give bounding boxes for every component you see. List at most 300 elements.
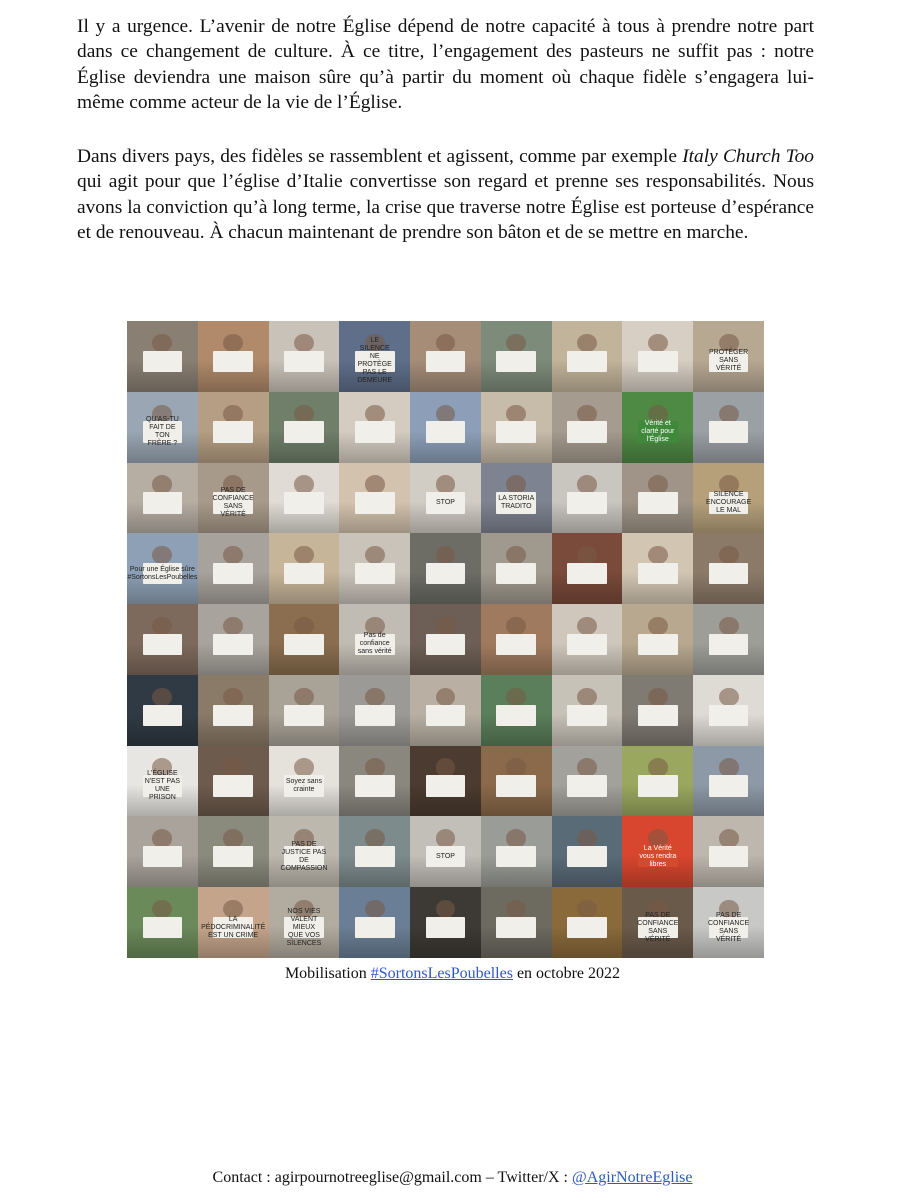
mosaic-photo [410,392,481,463]
sign-text [444,643,446,645]
person-silhouette [648,546,668,564]
person-silhouette [577,688,597,706]
mosaic-photo [269,392,340,463]
mosaic-photo [339,321,410,392]
sign-text [232,643,234,645]
sign-text [728,431,730,433]
sign-text [303,360,305,362]
person-silhouette [436,617,456,635]
person-silhouette [719,829,739,847]
protest-sign [638,634,678,655]
sign-text [728,785,730,787]
caption-prefix: Mobilisation [284,965,371,982]
person-silhouette [506,688,526,706]
mosaic-photo [622,392,693,463]
protest-sign [638,705,678,726]
sign-text [515,856,517,858]
sign-text [444,431,446,433]
contact-footer [0,1168,905,1188]
protest-sign [567,705,607,726]
protest-sign [426,775,466,796]
protest-sign [709,705,749,726]
person-silhouette [436,900,456,918]
mosaic-photo [481,816,552,887]
mosaic-photo [552,604,623,675]
sign-text [444,785,446,787]
person-silhouette [436,546,456,564]
sign-text [515,431,517,433]
sign-text: La Vérité vous rendra libres [639,844,677,868]
protest-sign [143,351,183,372]
mosaic-photo [552,887,623,958]
sign-text [586,927,588,929]
protest-sign [567,634,607,655]
protest-sign [213,775,253,796]
sign-text [657,785,659,787]
protest-sign [284,421,324,442]
person-silhouette [152,688,172,706]
sign-text [161,856,163,858]
mosaic-photo [622,816,693,887]
protest-sign [426,563,466,584]
sign-text [303,643,305,645]
protest-sign [355,492,395,513]
sign-text [657,643,659,645]
sign-text [374,714,376,716]
sign-text [586,643,588,645]
sign-text [728,714,730,716]
protest-sign [426,705,466,726]
protest-sign [212,486,254,518]
protest-sign [143,634,183,655]
sign-text: STOP [436,498,455,506]
protest-sign [567,351,607,372]
protest-sign [284,563,324,584]
mosaic-photo [127,816,198,887]
protest-sign [213,421,253,442]
sign-text [232,431,234,433]
mosaic-photo [481,604,552,675]
mosaic-photo [269,533,340,604]
person-silhouette [294,475,314,493]
sign-text [161,502,163,504]
mosaic-photo [693,321,764,392]
mosaic-photo [339,675,410,746]
person-silhouette [294,758,314,776]
protest-sign [496,634,536,655]
person-silhouette [648,758,668,776]
protest-sign [355,705,395,726]
person-silhouette [506,617,526,635]
person-silhouette [719,617,739,635]
sign-text [586,502,588,504]
person-silhouette [436,405,456,423]
person-silhouette [152,475,172,493]
mosaic-photo [269,887,340,958]
protest-sign [426,846,466,867]
sign-text: Vérité et clarté pour l'Église [641,420,675,444]
sign-text [728,856,730,858]
protest-sign [143,917,183,938]
mosaic-photo [410,463,481,534]
person-silhouette [436,334,456,352]
person-silhouette [506,475,526,493]
protest-sign [284,634,324,655]
protest-sign [280,840,328,872]
protest-sign [638,351,678,372]
protest-sign [426,351,466,372]
person-silhouette [436,688,456,706]
person-silhouette [719,758,739,776]
mosaic-photo [552,392,623,463]
person-silhouette [436,758,456,776]
sign-text: PAS DE CONFIANCE SANS VÉRITÉ [707,911,750,943]
sign-text [374,856,376,858]
paragraph-urgence: Il y a urgence. L’avenir de notre Église dépend de notre capacité à tous à prendre notre part dans ce changement de culture. À ce titre, l’engagement des pasteurs ne suffit pas : notre Église deviendra une maison sûre qu’à partir du moment où chaque fidèle s’engagera lui-même comme acteur de la vie de l’Église. [77,16,814,114]
paragraph-text-before: Dans divers pays, des fidèles se rassemblent et agissent, comme par exemple [77,146,683,167]
italy-church-too-text: Italy Church Too [682,146,814,167]
protest-sign [638,563,678,584]
mosaic-photo [269,604,340,675]
protest-sign [638,492,678,513]
twitter-link[interactable]: @AgirNotreEglise [571,1169,693,1186]
person-silhouette [648,334,668,352]
sign-text [232,360,234,362]
mosaic-photo [481,887,552,958]
person-silhouette [223,546,243,564]
sign-text [444,360,446,362]
sign-text: PAS DE JUSTICE PAS DE COMPASSION [280,840,328,872]
protest-sign [426,492,466,513]
mosaic-photo [198,604,269,675]
person-silhouette [152,617,172,635]
mosaic-photo [339,604,410,675]
mosaic-photo [127,321,198,392]
sign-text [515,785,517,787]
mosaic-photo [410,533,481,604]
protest-sign [496,705,536,726]
sign-text: Pas de confiance sans vérité [357,632,392,656]
mosaic-photo [693,463,764,534]
photo-mosaic [127,321,764,958]
photo-caption [0,964,905,984]
sign-text [374,573,376,575]
sign-text [728,643,730,645]
hashtag-link[interactable]: #SortonsLesPoubelles [370,965,513,982]
protest-sign [496,421,536,442]
person-silhouette [577,475,597,493]
protest-sign [638,775,678,796]
person-silhouette [365,900,385,918]
mosaic-photo [552,321,623,392]
protest-sign [709,421,749,442]
protest-sign [709,775,749,796]
person-silhouette [152,334,172,352]
person-silhouette [719,688,739,706]
protest-sign [201,915,266,939]
mosaic-photo [198,392,269,463]
sign-text [444,573,446,575]
protest-sign [143,492,183,513]
protest-sign [355,917,395,938]
person-silhouette [294,546,314,564]
person-silhouette [577,758,597,776]
person-silhouette [223,758,243,776]
sign-text: LE SILENCE NE PROTÈGE PAS LE DEMEURE [357,337,393,385]
person-silhouette [365,688,385,706]
sign-text [444,927,446,929]
person-silhouette [648,688,668,706]
mosaic-photo [481,533,552,604]
mosaic-photo [127,746,198,817]
protest-sign [143,705,183,726]
sign-text [374,785,376,787]
mosaic-photo [269,463,340,534]
protest-sign [143,770,183,801]
person-silhouette [436,475,456,493]
protest-sign [284,775,324,796]
person-silhouette [577,617,597,635]
mosaic-photo [410,675,481,746]
person-silhouette [648,617,668,635]
mosaic-photo [552,533,623,604]
contact-text: Contact : agirpournotreeglise@gmail.com – Twitter/X : [212,1169,572,1186]
person-silhouette [719,546,739,564]
sign-text: L'ÉGLISE N'EST PAS UNE PRISON [144,770,181,801]
mosaic-photo [552,746,623,817]
protest-sign [567,421,607,442]
person-silhouette [294,405,314,423]
protest-sign [567,775,607,796]
mosaic-photo [127,392,198,463]
person-silhouette [223,688,243,706]
mosaic-photo [693,604,764,675]
sign-text: STOP [436,852,455,860]
person-silhouette [506,758,526,776]
protest-sign [213,563,253,584]
mosaic-photo [339,463,410,534]
protest-sign [567,563,607,584]
protest-sign [567,846,607,867]
sign-text [161,714,163,716]
mosaic-photo [693,887,764,958]
sign-text: Soyez sans crainte [285,777,323,793]
mosaic-photo [127,604,198,675]
mosaic-photo [410,604,481,675]
sign-text: NOS VIES VALENT MIEUX QUE VOS SILENCES [286,907,322,947]
sign-text [232,785,234,787]
protest-sign [707,911,750,943]
sign-text [232,856,234,858]
sign-text [515,927,517,929]
mosaic-photo [127,887,198,958]
person-silhouette [506,405,526,423]
protest-sign [213,351,253,372]
mosaic-photo [622,533,693,604]
person-silhouette [577,829,597,847]
caption-suffix: en octobre 2022 [512,965,621,982]
sign-text [303,573,305,575]
mosaic-photo [693,392,764,463]
mosaic-photo [198,675,269,746]
sign-text [232,714,234,716]
protest-sign [426,421,466,442]
mosaic-photo [410,816,481,887]
person-silhouette [577,546,597,564]
sign-text: Pour une Église sûre #SortonsLesPoubelles [127,565,198,581]
protest-sign [143,416,183,448]
sign-text [374,502,376,504]
protest-sign [709,634,749,655]
mosaic-photo [552,675,623,746]
person-silhouette [577,900,597,918]
sign-text [161,927,163,929]
sign-text [515,714,517,716]
mosaic-photo [127,675,198,746]
sign-text [586,856,588,858]
protest-sign [496,492,536,513]
person-silhouette [506,900,526,918]
sign-text: LA PÉDOCRIMINALITÉ EST UN CRIME [201,915,266,939]
protest-sign [496,917,536,938]
mosaic-photo [552,816,623,887]
person-silhouette [223,334,243,352]
sign-text [657,502,659,504]
sign-text: PAS DE CONFIANCE SANS VÉRITÉ [637,911,679,943]
sign-text: LA STORIA TRADITO [498,494,535,510]
protest-sign [284,351,324,372]
protest-sign [567,917,607,938]
mosaic-photo [693,746,764,817]
person-silhouette [294,617,314,635]
protest-sign [213,634,253,655]
mosaic-photo [410,887,481,958]
mosaic-photo [339,816,410,887]
mosaic-photo [339,392,410,463]
protest-sign [143,846,183,867]
protest-sign [426,917,466,938]
sign-text [657,360,659,362]
person-silhouette [152,829,172,847]
protest-sign [355,421,395,442]
mosaic-photo [339,887,410,958]
mosaic-photo [481,675,552,746]
protest-sign [213,705,253,726]
person-silhouette [294,688,314,706]
person-silhouette [506,546,526,564]
sign-text: SILENCE ENCOURAGE LE MAL [706,490,752,514]
mosaic-photo [693,533,764,604]
person-silhouette [436,829,456,847]
sign-text [586,573,588,575]
mosaic-photo [269,321,340,392]
mosaic-photo [269,816,340,887]
sign-text [444,714,446,716]
person-silhouette [365,475,385,493]
protest-sign [567,492,607,513]
person-silhouette [365,758,385,776]
protest-sign [709,563,749,584]
sign-text: QU'AS-TU FAIT DE TON FRÈRE ? [145,416,179,448]
sign-text [657,714,659,716]
person-silhouette [365,405,385,423]
protest-sign [355,846,395,867]
mosaic-photo [339,533,410,604]
mosaic-photo [552,463,623,534]
protest-sign [355,634,395,655]
sign-text: PAS DE CONFIANCE SANS VÉRITÉ [212,486,254,518]
protest-sign [638,421,678,442]
mosaic-photo [127,533,198,604]
mosaic-photo [198,816,269,887]
sign-text [728,573,730,575]
mosaic-photo [269,746,340,817]
sign-text [586,785,588,787]
protest-sign [355,775,395,796]
person-silhouette [577,334,597,352]
person-silhouette [506,829,526,847]
mosaic-photo [693,816,764,887]
mosaic-photo [410,746,481,817]
protest-sign [355,337,395,385]
sign-text [586,714,588,716]
sign-text: PROTÉGER SANS VÉRITÉ [708,349,749,373]
person-silhouette [223,617,243,635]
person-silhouette [577,405,597,423]
sign-text [586,360,588,362]
mosaic-photo [198,746,269,817]
sign-text [232,573,234,575]
sign-text [657,573,659,575]
person-silhouette [152,900,172,918]
protest-sign [284,705,324,726]
mosaic-photo [481,463,552,534]
sign-text [515,360,517,362]
mosaic-photo [410,321,481,392]
person-silhouette [506,334,526,352]
person-silhouette [152,546,172,564]
person-silhouette [365,829,385,847]
protest-sign [638,846,678,867]
protest-sign [426,634,466,655]
sign-text [303,714,305,716]
protest-sign [213,846,253,867]
protest-sign [284,492,324,513]
mosaic-photo [269,675,340,746]
person-silhouette [294,334,314,352]
mosaic-photo [481,321,552,392]
sign-text [303,431,305,433]
mosaic-photo [127,463,198,534]
mosaic-photo [198,463,269,534]
mosaic-photo [622,675,693,746]
mosaic-photo [198,321,269,392]
mosaic-photo [339,746,410,817]
protest-sign [709,846,749,867]
protest-sign [355,563,395,584]
person-silhouette [223,829,243,847]
mosaic-photo [622,463,693,534]
paragraph-divers-pays [77,144,814,246]
sign-text [515,573,517,575]
person-silhouette [648,475,668,493]
paragraph-text-after: qui agit pour que l’église d’Italie convertisse son regard et prenne ses responsabilités. Nous avons la conviction qu’à long terme, la crise que traverse notre Église est porteuse d’espérance et de renouveau. À chacun maintenant de prendre son bâton et de se mettre en marche. [77,171,814,244]
sign-text [374,927,376,929]
sign-text [161,643,163,645]
protest-sign [637,911,679,943]
protest-sign [496,563,536,584]
protest-sign [127,563,198,584]
